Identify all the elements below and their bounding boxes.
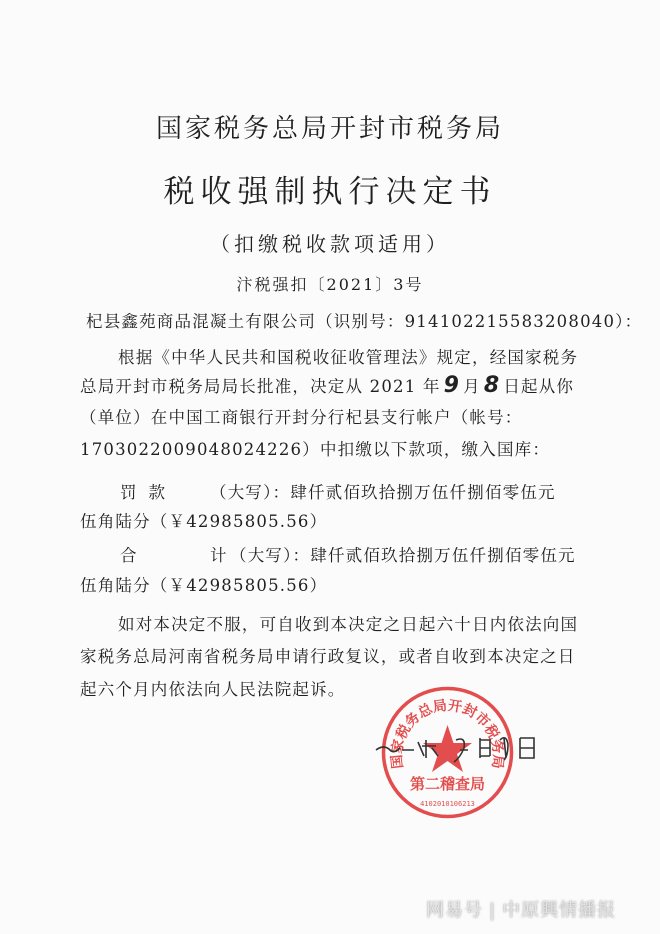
appeal-line-3: 起六个月内依法向人民法院起诉。 — [80, 680, 346, 699]
body-line-2-post: 日起从你 — [503, 377, 575, 396]
total-amount-continued: 伍角陆分（￥42985805.56） — [80, 576, 328, 595]
document-title: 税收强制执行决定书 — [163, 174, 497, 210]
appeal-line-2: 家税务总局河南省税务局申请行政复议，或者自收到本决定之日 — [80, 647, 576, 666]
seal-arc-text: 国家税务总局开封市税务局 — [389, 697, 506, 770]
addressee: 杞县鑫苑商品混凝土有限公司（识别号：914102215583208040）： — [86, 312, 643, 331]
issuing-authority: 国家税务总局开封市税务局 — [155, 114, 504, 144]
fine-label: 罚款 — [120, 483, 177, 502]
fine-row — [96, 479, 606, 503]
seal-center-text: 第二稽查局 — [409, 775, 486, 793]
month-char: 月 — [463, 377, 481, 396]
total-label-2: 计 — [210, 546, 228, 565]
document-number: 汴税强扣〔2021〕3号 — [236, 275, 424, 294]
fine-amount-continued: 伍角陆分（￥42985805.56） — [80, 512, 328, 531]
handwritten-date-signature — [372, 728, 547, 768]
body-line-4: 1703022009048024226）中扣缴以下款项，缴入国库： — [80, 440, 551, 459]
watermark-platform: 网易号 — [426, 900, 483, 921]
total-amount-words: （大写）：肆仟贰佰玖拾捌万伍仟捌佰零伍元 — [230, 546, 576, 565]
fine-amount-words: （大写）：肆仟贰佰玖拾捌万伍仟捌佰零伍元 — [210, 483, 556, 502]
handwritten-month: 9 — [443, 373, 461, 398]
appeal-line-1: 如对本决定不服，可自收到本决定之日起六十日内依法向国 — [118, 615, 579, 634]
watermark-source: 中原興情播报 — [502, 900, 617, 921]
handwritten-day: 8 — [483, 373, 501, 398]
body-line-2 — [80, 373, 590, 398]
total-row — [96, 542, 606, 566]
seal-code: 4102010106213 — [420, 800, 475, 808]
source-watermark: 网易号 | 中原興情播报 — [426, 900, 617, 921]
body-line-1: 根据《中华人民共和国税收征收管理法》规定，经国家税务 — [118, 348, 579, 367]
body-line-3: （单位）在中国工商银行开封分行杞县支行帐户（帐号： — [80, 408, 523, 427]
total-label-1: 合 — [120, 546, 138, 565]
body-line-2-pre: 总局开封市税务局局长批准，决定从 2021 年 — [80, 377, 441, 396]
document-subtitle: （扣缴税收款项适用） — [210, 232, 450, 256]
